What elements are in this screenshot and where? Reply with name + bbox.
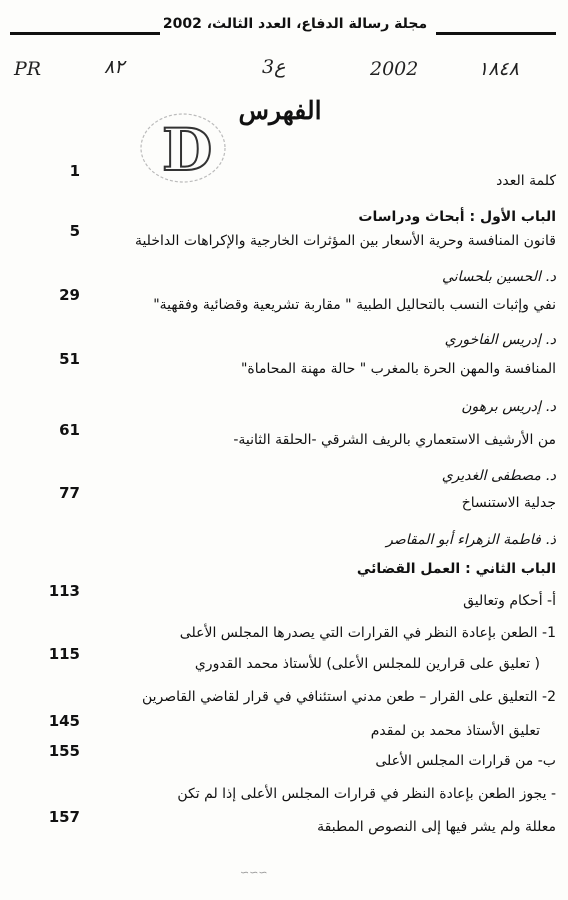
toc-entry: المنافسة والمهن الحرة بالمغرب " حالة مهنة المحاماة" — [240, 361, 556, 377]
hand-note-4: 2002 — [370, 58, 419, 80]
toc-author: د. إدريس برهون — [461, 399, 556, 415]
toc-page-number: 61 — [59, 421, 80, 439]
toc-page-number: 5 — [69, 222, 80, 240]
toc-page-number: 29 — [59, 286, 80, 304]
toc-author: د. مصطفى الغديري — [441, 468, 556, 484]
index-title: الفهرس — [238, 96, 322, 125]
toc-entry: أ- أحكام وتعاليق — [463, 593, 556, 609]
toc-author: د. الحسين بلحساني — [441, 269, 556, 285]
toc-entry: - يجوز الطعن بإعادة النظر في قرارات المجلس الأعلى إذا لم تكن — [177, 786, 556, 802]
hand-note-1: PR — [14, 58, 42, 80]
toc-entry: تعليق الأستاذ محمد بن لمقدم — [370, 723, 540, 739]
toc-entry: كلمة العدد — [496, 173, 556, 189]
footer-mark: ∽∽∽ — [240, 866, 268, 879]
hand-note-5: ١٨٤٨ — [478, 58, 519, 80]
toc-entry: جدلية الاستنساخ — [461, 495, 556, 511]
toc-author: ذ. فاطمة الزهراء أبو المقاصر — [386, 532, 556, 548]
toc-page-number: 1 — [69, 162, 80, 180]
hand-note-3: 3ع — [262, 56, 286, 78]
toc-page-number: 51 — [59, 350, 80, 368]
toc-author: د. إدريس الفاخوري — [444, 332, 556, 348]
toc-page-number: 155 — [48, 742, 80, 760]
header-rule-right — [436, 32, 556, 35]
toc-entry: ( تعليق على قرارين للمجلس الأعلى) للأستاذ محمد القدوري — [194, 656, 540, 672]
toc-page-number: 157 — [48, 808, 80, 826]
toc-page-number: 77 — [59, 484, 80, 502]
toc-entry: 2- التعليق على القرار – طعن مدني استئنافي في قرار لقاضي القاصرين — [141, 689, 556, 705]
toc-page-number: 145 — [48, 712, 80, 730]
journal-header: مجلة رسالة الدفاع، العدد الثالث، 2002 — [162, 16, 428, 32]
toc-entry: نفي وإثبات النسب بالتحاليل الطبية " مقاربة تشريعية وقضائية وفقهية" — [153, 297, 556, 313]
toc-entry: 1- الطعن بإعادة النظر في القرارات التي يصدرها المجلس الأعلى — [179, 625, 556, 641]
toc-section-heading: الباب الأول : أبحاث ودراسات — [358, 209, 556, 225]
toc-entry: معللة ولم يشر فيها إلى النصوص المطبقة — [317, 819, 556, 835]
toc-section-heading: الباب الثاني : العمل القضائي — [356, 561, 556, 577]
toc-entry: من الأرشيف الاستعماري بالريف الشرقي -الحلقة الثانية- — [233, 432, 556, 448]
hand-note-2: ٨٢ — [104, 56, 125, 78]
header-rule-left — [10, 32, 160, 35]
stamp-letter: D — [162, 116, 213, 184]
toc-page-number: 113 — [48, 582, 80, 600]
toc-entry: قانون المنافسة وحرية الأسعار بين المؤثرات الخارجية والإكراهات الداخلية — [134, 233, 556, 249]
toc-entry: ب- من قرارات المجلس الأعلى — [375, 753, 556, 769]
toc-page-number: 115 — [48, 645, 80, 663]
